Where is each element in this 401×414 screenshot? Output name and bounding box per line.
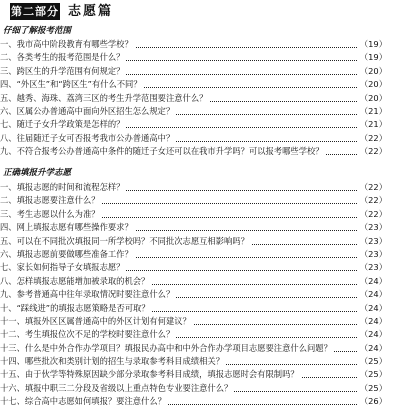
- toc-entry-label: 五、可以在不同批次填报同一所学校吗？不同批次志愿互相影响吗？: [0, 235, 251, 248]
- toc-entry-label: 三、考生志愿以什么为准？: [0, 208, 102, 221]
- toc-entry[interactable]: [0, 221, 401, 234]
- toc-entry-label: 九、参考普通高中往年录取情况时要注意什么？: [0, 288, 176, 301]
- toc-entry-label: 四、“外区生”和“跨区生”有什么不同？: [0, 78, 144, 91]
- toc-entry-page: （24）: [357, 315, 387, 328]
- toc-entry[interactable]: [0, 78, 401, 91]
- toc-entry-page: （24）: [357, 342, 387, 355]
- toc-entry-label: 七、家长如何指导子女填报志愿？: [0, 261, 126, 274]
- toc-entry-label: 十七、综合高中志愿如何填报？要注意什么？: [0, 395, 168, 408]
- toc-entry[interactable]: [0, 355, 401, 368]
- toc-entry-page: （22）: [357, 181, 387, 194]
- toc-entry-label: 八、往届随迁子女可否报考我市公办普通高中？: [0, 132, 176, 145]
- toc-entry-page: （21）: [357, 118, 387, 131]
- toc-entry-label: 十二、考生填报位次不足的学校时要注意什么？: [0, 328, 176, 341]
- toc-entry[interactable]: [0, 208, 401, 221]
- toc-entry-label: 六、填报志愿前要做哪些准备工作？: [0, 248, 135, 261]
- toc-entry[interactable]: [0, 105, 401, 118]
- toc-entry-page: （19）: [357, 51, 387, 64]
- toc-entry[interactable]: [0, 395, 401, 408]
- toc-entry-label: 十三、什么是中外合作办学项目？填报民办高中和中外合作办学项目志愿要注意什么问题？: [0, 342, 334, 355]
- toc-entry-page: （20）: [357, 92, 387, 105]
- toc-entry-label: 四、网上填报志愿有哪些操作要求？: [0, 221, 135, 234]
- section-title-scope: 仔细了解报考范围: [3, 26, 72, 36]
- toc-entry-label: 十四、哪些批次和类别计划的招生与录取参考科目成绩相关？: [0, 355, 226, 368]
- toc-entry[interactable]: [0, 328, 401, 341]
- toc-entry-label: 十五、由于伙学等特殊原因缺少部分录取参考科目成绩，填报志愿时会有限制吗？: [0, 368, 301, 381]
- toc-entry[interactable]: [0, 118, 401, 131]
- toc-entry[interactable]: [0, 181, 401, 194]
- toc-entry-page: （19）: [357, 38, 387, 51]
- toc-entry[interactable]: [0, 382, 401, 395]
- toc-entry-page: （23）: [357, 261, 387, 274]
- toc-entry[interactable]: [0, 145, 401, 158]
- toc-entry[interactable]: [0, 315, 401, 328]
- toc-entry-label: 二、各类考生的报考范围是什么？: [0, 51, 126, 64]
- toc-entry-page: （20）: [357, 65, 387, 78]
- toc-entry[interactable]: [0, 342, 401, 355]
- toc-entry-page: （22）: [357, 132, 387, 145]
- toc-entry[interactable]: [0, 65, 401, 78]
- toc-entry-page: （22）: [357, 194, 387, 207]
- toc-entry-page: （24）: [357, 302, 387, 315]
- toc-entry[interactable]: [0, 288, 401, 301]
- toc-entry[interactable]: [0, 261, 401, 274]
- toc-entry-label: 一、我市高中阶段教育有哪些学校？: [0, 38, 135, 51]
- toc-entry[interactable]: [0, 368, 401, 381]
- toc-entry-page: （25）: [357, 368, 387, 381]
- toc-entry-label: 七、随迁子女升学政策是怎样的？: [0, 118, 126, 131]
- toc-entry-label: 五、越秀、海珠、荔湾三区的考生升学范围要注意什么？: [0, 92, 209, 105]
- toc-entry-label: 一、填报志愿的时间和流程怎样？: [0, 181, 126, 194]
- toc-entry-label: 三、跨区生的升学范围有何规定？: [0, 65, 126, 78]
- toc-entry[interactable]: [0, 38, 401, 51]
- toc-entry-page: （20）: [357, 78, 387, 91]
- toc-entry-label: 六、区属公办普通高中面向外区招生怎么规定？: [0, 105, 176, 118]
- toc-entry[interactable]: [0, 302, 401, 315]
- toc-entry-page: （24）: [357, 275, 387, 288]
- toc-entry-page: （22）: [357, 208, 387, 221]
- part-header: [10, 3, 310, 21]
- toc-list-scope: [0, 38, 401, 159]
- toc-list-application: [0, 181, 401, 409]
- part-title: 志愿篇: [68, 4, 114, 19]
- toc-entry-page: （23）: [357, 221, 387, 234]
- toc-entry-page: （24）: [357, 328, 387, 341]
- toc-entry[interactable]: [0, 275, 401, 288]
- toc-entry-label: 十一、填报外区区属普通高中的外区计划有何建议？: [0, 315, 193, 328]
- toc-entry-page: （21）: [357, 105, 387, 118]
- toc-entry-label: 十六、填报中职三二分段及省级以上重点特色专业要注意什么？: [0, 382, 234, 395]
- section-title-application: 正确填报升学志愿: [3, 168, 72, 178]
- toc-entry[interactable]: [0, 194, 401, 207]
- toc-entry-label: 八、怎样填报志愿能增加被录取的机会？: [0, 275, 151, 288]
- toc-entry[interactable]: [0, 248, 401, 261]
- toc-entry-label: 十、“踩线进”的填报志愿策略是否可取？: [0, 302, 152, 315]
- toc-entry-page: （25）: [357, 382, 387, 395]
- toc-entry-page: （22）: [357, 145, 387, 158]
- toc-entry[interactable]: [0, 92, 401, 105]
- toc-entry-label: 二、填报志愿要注意什么？: [0, 194, 102, 207]
- toc-entry-page: （23）: [357, 248, 387, 261]
- toc-entry[interactable]: [0, 51, 401, 64]
- toc-entry-page: （23）: [357, 235, 387, 248]
- part-label: 第二部分: [11, 5, 59, 18]
- toc-entry[interactable]: [0, 235, 401, 248]
- toc-entry-page: （26）: [357, 395, 387, 408]
- toc-entry-page: （25）: [357, 355, 387, 368]
- toc-entry-page: （24）: [357, 288, 387, 301]
- toc-entry[interactable]: [0, 132, 401, 145]
- toc-entry-label: 九、不符合报考公办普通高中条件的随迁子女还可以在我市升学吗？可以报考哪些学校？: [0, 145, 326, 158]
